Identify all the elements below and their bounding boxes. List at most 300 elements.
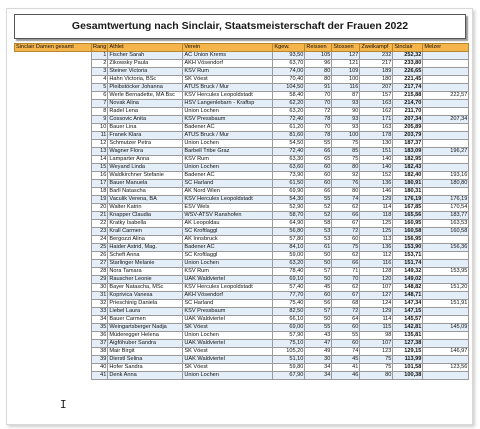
club-cell[interactable]: AC Union Krems: [183, 52, 273, 60]
total-cell[interactable]: 75: [360, 364, 393, 372]
clean-jerk-cell[interactable]: 90: [332, 108, 360, 116]
row-gutter-cell[interactable]: [15, 132, 92, 140]
snatch-cell[interactable]: 49: [305, 348, 332, 356]
clean-jerk-cell[interactable]: 68: [332, 300, 360, 308]
total-cell[interactable]: 136: [360, 180, 393, 188]
melzer-cell[interactable]: 207,34: [423, 116, 469, 124]
total-cell[interactable]: 129: [360, 196, 393, 204]
athlete-cell[interactable]: Müderegger Helena: [108, 332, 183, 340]
club-cell[interactable]: KSV Pressbaum: [183, 116, 273, 124]
rank-cell[interactable]: 16: [92, 172, 108, 180]
snatch-cell[interactable]: 34: [305, 372, 332, 380]
club-cell[interactable]: KSV Rum: [183, 268, 273, 276]
header-clean-jerk[interactable]: Stossen: [332, 44, 360, 52]
total-cell[interactable]: 118: [360, 212, 393, 220]
clean-jerk-cell[interactable]: 80: [332, 188, 360, 196]
bodyweight-cell[interactable]: 74,00: [273, 68, 305, 76]
athlete-cell[interactable]: Cossovic Anita: [108, 116, 183, 124]
row-gutter-cell[interactable]: [15, 348, 92, 356]
clean-jerk-cell[interactable]: 67: [332, 292, 360, 300]
row-gutter-cell[interactable]: [15, 100, 92, 108]
row-gutter-cell[interactable]: [15, 276, 92, 284]
sinclair-cell[interactable]: 165,56: [393, 212, 423, 220]
bodyweight-cell[interactable]: 70,40: [273, 76, 305, 84]
snatch-cell[interactable]: 50: [305, 276, 332, 284]
sinclair-cell[interactable]: 182,95: [393, 156, 423, 164]
sinclair-cell[interactable]: 226,65: [393, 68, 423, 76]
clean-jerk-cell[interactable]: 60: [332, 324, 360, 332]
sinclair-cell[interactable]: 147,34: [393, 300, 423, 308]
sinclair-cell[interactable]: 160,58: [393, 228, 423, 236]
row-gutter-cell[interactable]: [15, 260, 92, 268]
athlete-cell[interactable]: Prieschinig Daniela: [108, 300, 183, 308]
bodyweight-cell[interactable]: 75,40: [273, 300, 305, 308]
athlete-cell[interactable]: Radel Lena: [108, 108, 183, 116]
total-cell[interactable]: 146: [360, 188, 393, 196]
snatch-cell[interactable]: 70: [305, 100, 332, 108]
bodyweight-cell[interactable]: 72,40: [273, 148, 305, 156]
rank-cell[interactable]: 20: [92, 204, 108, 212]
bodyweight-cell[interactable]: 59,00: [273, 252, 305, 260]
club-cell[interactable]: KSV Pressbaum: [183, 308, 273, 316]
melzer-cell[interactable]: [423, 332, 469, 340]
row-gutter-cell[interactable]: [15, 76, 92, 84]
sinclair-cell[interactable]: 214,70: [393, 100, 423, 108]
rank-cell[interactable]: 32: [92, 300, 108, 308]
bodyweight-cell[interactable]: 84,10: [273, 244, 305, 252]
athlete-cell[interactable]: Lamparter Anna: [108, 156, 183, 164]
clean-jerk-cell[interactable]: 62: [332, 204, 360, 212]
athlete-cell[interactable]: Denk Anna: [108, 372, 183, 380]
bodyweight-cell[interactable]: 66,10: [273, 316, 305, 324]
sinclair-cell[interactable]: 180,91: [393, 180, 423, 188]
melzer-cell[interactable]: 176,19: [423, 196, 469, 204]
melzer-cell[interactable]: [423, 124, 469, 132]
rank-cell[interactable]: 37: [92, 340, 108, 348]
athlete-cell[interactable]: Aigföhuber Sandra: [108, 340, 183, 348]
header-bodyweight[interactable]: Kgew.: [273, 44, 305, 52]
club-cell[interactable]: Barbell Tribe Graz: [183, 148, 273, 156]
club-cell[interactable]: KSV Hercules Leopoldstadt: [183, 92, 273, 100]
club-cell[interactable]: SC Kroftlaggl: [183, 252, 273, 260]
total-cell[interactable]: 115: [360, 324, 393, 332]
row-gutter-cell[interactable]: [15, 364, 92, 372]
club-cell[interactable]: Badener AC: [183, 244, 273, 252]
sinclair-cell[interactable]: 160,95: [393, 220, 423, 228]
total-cell[interactable]: 125: [360, 220, 393, 228]
sinclair-cell[interactable]: 147,15: [393, 308, 423, 316]
club-cell[interactable]: AK Nord Wien: [183, 188, 273, 196]
melzer-cell[interactable]: [423, 236, 469, 244]
rank-cell[interactable]: 35: [92, 324, 108, 332]
snatch-cell[interactable]: 80: [305, 68, 332, 76]
row-gutter-cell[interactable]: [15, 116, 92, 124]
club-cell[interactable]: HSV Langenlebarn - Kraftsp: [183, 100, 273, 108]
snatch-cell[interactable]: 47: [305, 340, 332, 348]
rank-cell[interactable]: 1: [92, 52, 108, 60]
snatch-cell[interactable]: 66: [305, 148, 332, 156]
athlete-cell[interactable]: Schmutzer Petra: [108, 140, 183, 148]
clean-jerk-cell[interactable]: 66: [332, 260, 360, 268]
clean-jerk-cell[interactable]: 70: [332, 276, 360, 284]
row-gutter-cell[interactable]: [15, 252, 92, 260]
row-gutter-cell[interactable]: [15, 164, 92, 172]
total-cell[interactable]: 217: [360, 60, 393, 68]
melzer-cell[interactable]: 151,91: [423, 300, 469, 308]
club-cell[interactable]: ATUS Bruck / Mur: [183, 84, 273, 92]
clean-jerk-cell[interactable]: 93: [332, 100, 360, 108]
bodyweight-cell[interactable]: 59,80: [273, 364, 305, 372]
row-gutter-cell[interactable]: [15, 284, 92, 292]
snatch-cell[interactable]: 96: [305, 60, 332, 68]
bodyweight-cell[interactable]: 78,40: [273, 268, 305, 276]
total-cell[interactable]: 189: [360, 68, 393, 76]
bodyweight-cell[interactable]: 105,20: [273, 348, 305, 356]
total-cell[interactable]: 124: [360, 300, 393, 308]
bodyweight-cell[interactable]: 75,10: [273, 340, 305, 348]
athlete-cell[interactable]: Bauer Manuela: [108, 180, 183, 188]
sinclair-cell[interactable]: 182,43: [393, 164, 423, 172]
bodyweight-cell[interactable]: 81,60: [273, 132, 305, 140]
total-cell[interactable]: 125: [360, 228, 393, 236]
total-cell[interactable]: 114: [360, 204, 393, 212]
snatch-cell[interactable]: 52: [305, 212, 332, 220]
melzer-cell[interactable]: [423, 108, 469, 116]
bodyweight-cell[interactable]: 63,60: [273, 164, 305, 172]
sinclair-cell[interactable]: 203,79: [393, 132, 423, 140]
athlete-cell[interactable]: Hofer Sandra: [108, 364, 183, 372]
melzer-cell[interactable]: 156,36: [423, 244, 469, 252]
melzer-cell[interactable]: 180,80: [423, 180, 469, 188]
total-cell[interactable]: 120: [360, 276, 393, 284]
club-cell[interactable]: KSV Rum: [183, 156, 273, 164]
athlete-cell[interactable]: Vaculik Verena, BA: [108, 196, 183, 204]
club-cell[interactable]: Union Lochen: [183, 108, 273, 116]
header-melzer[interactable]: Melzer: [423, 44, 469, 52]
club-cell[interactable]: Union Lochen: [183, 140, 273, 148]
bodyweight-cell[interactable]: 67,90: [273, 372, 305, 380]
snatch-cell[interactable]: 50: [305, 260, 332, 268]
athlete-cell[interactable]: Kratky Isabella: [108, 220, 183, 228]
athlete-cell[interactable]: Bauer Lina: [108, 124, 183, 132]
bodyweight-cell[interactable]: 61,20: [273, 124, 305, 132]
athlete-cell[interactable]: Starlinger Melanie: [108, 260, 183, 268]
header-sinclair[interactable]: Sinclair: [393, 44, 423, 52]
melzer-cell[interactable]: 196,27: [423, 148, 469, 156]
total-cell[interactable]: 75: [360, 356, 393, 364]
athlete-cell[interactable]: Waldkirchner Stefanie: [108, 172, 183, 180]
rank-cell[interactable]: 38: [92, 348, 108, 356]
total-cell[interactable]: 163: [360, 100, 393, 108]
club-cell[interactable]: ESV Wels: [183, 204, 273, 212]
row-gutter-cell[interactable]: [15, 308, 92, 316]
header-total[interactable]: Zweikampf: [360, 44, 393, 52]
snatch-cell[interactable]: 56: [305, 300, 332, 308]
row-gutter-cell[interactable]: [15, 52, 92, 60]
melzer-cell[interactable]: 146,97: [423, 348, 469, 356]
melzer-cell[interactable]: 222,57: [423, 92, 469, 100]
clean-jerk-cell[interactable]: 64: [332, 316, 360, 324]
melzer-cell[interactable]: 153,95: [423, 268, 469, 276]
sinclair-cell[interactable]: 153,90: [393, 244, 423, 252]
club-cell[interactable]: AK Leopoldau: [183, 220, 273, 228]
total-cell[interactable]: 163: [360, 124, 393, 132]
row-gutter-cell[interactable]: [15, 148, 92, 156]
header-athlete[interactable]: Athlet: [108, 44, 183, 52]
rank-cell[interactable]: 27: [92, 260, 108, 268]
club-cell[interactable]: Union Lochen: [183, 372, 273, 380]
athlete-cell[interactable]: Scheft Anna: [108, 252, 183, 260]
melzer-cell[interactable]: [423, 156, 469, 164]
sinclair-cell[interactable]: 205,89: [393, 124, 423, 132]
rank-cell[interactable]: 28: [92, 268, 108, 276]
melzer-cell[interactable]: 160,58: [423, 228, 469, 236]
bodyweight-cell[interactable]: 69,10: [273, 276, 305, 284]
bodyweight-cell[interactable]: 104,50: [273, 84, 305, 92]
rank-cell[interactable]: 21: [92, 212, 108, 220]
sinclair-cell[interactable]: 176,19: [393, 196, 423, 204]
club-cell[interactable]: KSV Hercules Leopoldstadt: [183, 196, 273, 204]
bodyweight-cell[interactable]: 72,40: [273, 116, 305, 124]
clean-jerk-cell[interactable]: 121: [332, 60, 360, 68]
club-cell[interactable]: KSV Hercules Leopoldstadt: [183, 284, 273, 292]
club-cell[interactable]: SK Vöest: [183, 348, 273, 356]
snatch-cell[interactable]: 61: [305, 244, 332, 252]
rank-cell[interactable]: 12: [92, 140, 108, 148]
sinclair-cell[interactable]: 207,34: [393, 116, 423, 124]
header-rank[interactable]: Rang: [93, 44, 107, 50]
sinclair-cell[interactable]: 149,32: [393, 268, 423, 276]
rank-cell[interactable]: 13: [92, 148, 108, 156]
melzer-cell[interactable]: [423, 60, 469, 68]
row-gutter-cell[interactable]: [15, 220, 92, 228]
snatch-cell[interactable]: 78: [305, 116, 332, 124]
clean-jerk-cell[interactable]: 76: [332, 180, 360, 188]
athlete-cell[interactable]: Haider Astrid, Mag.: [108, 244, 183, 252]
total-cell[interactable]: 171: [360, 116, 393, 124]
snatch-cell[interactable]: 58: [305, 220, 332, 228]
bodyweight-cell[interactable]: 63,30: [273, 156, 305, 164]
club-cell[interactable]: Badener AC: [183, 172, 273, 180]
club-cell[interactable]: Union Lochen: [183, 164, 273, 172]
snatch-cell[interactable]: 53: [305, 236, 332, 244]
rank-cell[interactable]: 25: [92, 244, 108, 252]
rank-cell[interactable]: 9: [92, 116, 108, 124]
rank-cell[interactable]: 23: [92, 228, 108, 236]
melzer-cell[interactable]: 151,20: [423, 284, 469, 292]
athlete-cell[interactable]: Bergozzi Alina: [108, 236, 183, 244]
rank-cell[interactable]: 31: [92, 292, 108, 300]
clean-jerk-cell[interactable]: 75: [332, 156, 360, 164]
snatch-cell[interactable]: 45: [305, 284, 332, 292]
rank-cell[interactable]: 7: [92, 100, 108, 108]
total-cell[interactable]: 232: [360, 52, 393, 60]
total-cell[interactable]: 129: [360, 308, 393, 316]
total-cell[interactable]: 107: [360, 340, 393, 348]
row-gutter-cell[interactable]: [15, 196, 92, 204]
rank-cell[interactable]: 40: [92, 364, 108, 372]
total-cell[interactable]: 162: [360, 108, 393, 116]
melzer-cell[interactable]: [423, 52, 469, 60]
row-gutter-cell[interactable]: [15, 268, 92, 276]
melzer-cell[interactable]: [423, 372, 469, 380]
clean-jerk-cell[interactable]: 60: [332, 236, 360, 244]
sinclair-cell[interactable]: 135,81: [393, 332, 423, 340]
total-cell[interactable]: 140: [360, 164, 393, 172]
snatch-cell[interactable]: 60: [305, 292, 332, 300]
row-gutter-cell[interactable]: [15, 204, 92, 212]
melzer-cell[interactable]: [423, 164, 469, 172]
total-cell[interactable]: 136: [360, 244, 393, 252]
athlete-cell[interactable]: Steiner Victoria: [108, 68, 183, 76]
sinclair-cell[interactable]: 151,74: [393, 260, 423, 268]
club-cell[interactable]: Union Lochen: [183, 260, 273, 268]
sinclair-cell[interactable]: 180,31: [393, 188, 423, 196]
bodyweight-cell[interactable]: 62,20: [273, 100, 305, 108]
snatch-cell[interactable]: 105: [305, 52, 332, 60]
clean-jerk-cell[interactable]: 100: [332, 132, 360, 140]
total-cell[interactable]: 157: [360, 92, 393, 100]
bodyweight-cell[interactable]: 54,30: [273, 196, 305, 204]
clean-jerk-cell[interactable]: 127: [332, 52, 360, 60]
bodyweight-cell[interactable]: 63,20: [273, 108, 305, 116]
club-cell[interactable]: AKH Vösendorf: [183, 60, 273, 68]
athlete-cell[interactable]: Knapper Claudia: [108, 212, 183, 220]
athlete-cell[interactable]: Weingartsberger Nadja: [108, 324, 183, 332]
club-cell[interactable]: KSV Rum: [183, 68, 273, 76]
sinclair-cell[interactable]: 142,81: [393, 324, 423, 332]
header-snatch[interactable]: Reissen: [305, 44, 332, 52]
rank-cell[interactable]: 36: [92, 332, 108, 340]
snatch-cell[interactable]: 50: [305, 252, 332, 260]
melzer-cell[interactable]: [423, 140, 469, 148]
athlete-cell[interactable]: Walter Katrin: [108, 204, 183, 212]
snatch-cell[interactable]: 72: [305, 108, 332, 116]
clean-jerk-cell[interactable]: 109: [332, 68, 360, 76]
total-cell[interactable]: 180: [360, 76, 393, 84]
athlete-cell[interactable]: Fischer Sarah: [108, 52, 183, 60]
total-cell[interactable]: 152: [360, 172, 393, 180]
clean-jerk-cell[interactable]: 67: [332, 220, 360, 228]
total-cell[interactable]: 80: [360, 372, 393, 380]
snatch-cell[interactable]: 78: [305, 132, 332, 140]
athlete-cell[interactable]: Rauscher Leonie: [108, 276, 183, 284]
melzer-cell[interactable]: [423, 132, 469, 140]
melzer-cell[interactable]: [423, 308, 469, 316]
snatch-cell[interactable]: 60: [305, 164, 332, 172]
clean-jerk-cell[interactable]: 75: [332, 244, 360, 252]
melzer-cell[interactable]: [423, 188, 469, 196]
clean-jerk-cell[interactable]: 62: [332, 284, 360, 292]
melzer-cell[interactable]: 145,09: [423, 324, 469, 332]
rank-cell[interactable]: 34: [92, 316, 108, 324]
row-gutter-cell[interactable]: [15, 356, 92, 364]
row-gutter-cell[interactable]: [15, 140, 92, 148]
rank-cell[interactable]: 14: [92, 156, 108, 164]
row-gutter-cell[interactable]: [15, 372, 92, 380]
sinclair-cell[interactable]: 233,80: [393, 60, 423, 68]
sinclair-cell[interactable]: 211,70: [393, 108, 423, 116]
rank-cell[interactable]: 3: [92, 68, 108, 76]
club-cell[interactable]: UAK Waldviertel: [183, 340, 273, 348]
club-cell[interactable]: UAK Waldviertel: [183, 316, 273, 324]
sinclair-cell[interactable]: 101,58: [393, 364, 423, 372]
clean-jerk-cell[interactable]: 71: [332, 268, 360, 276]
sinclair-cell[interactable]: 149,02: [393, 276, 423, 284]
sinclair-cell[interactable]: 153,71: [393, 252, 423, 260]
clean-jerk-cell[interactable]: 92: [332, 172, 360, 180]
snatch-cell[interactable]: 91: [305, 84, 332, 92]
melzer-cell[interactable]: [423, 84, 469, 92]
snatch-cell[interactable]: 53: [305, 228, 332, 236]
clean-jerk-cell[interactable]: 116: [332, 84, 360, 92]
clean-jerk-cell[interactable]: 93: [332, 124, 360, 132]
row-gutter-cell[interactable]: [15, 300, 92, 308]
sinclair-cell[interactable]: 127,38: [393, 340, 423, 348]
club-cell[interactable]: Badener AC: [183, 124, 273, 132]
sinclair-cell[interactable]: 129,15: [393, 348, 423, 356]
melzer-cell[interactable]: [423, 252, 469, 260]
clean-jerk-cell[interactable]: 46: [332, 372, 360, 380]
melzer-cell[interactable]: [423, 276, 469, 284]
total-cell[interactable]: 107: [360, 284, 393, 292]
snatch-cell[interactable]: 55: [305, 324, 332, 332]
club-cell[interactable]: SK Vöest: [183, 364, 273, 372]
clean-jerk-cell[interactable]: 72: [332, 308, 360, 316]
row-gutter-cell[interactable]: [15, 180, 92, 188]
total-cell[interactable]: 112: [360, 252, 393, 260]
header-category[interactable]: Sinclair Damen gesamt: [15, 44, 92, 52]
bodyweight-cell[interactable]: 61,50: [273, 180, 305, 188]
athlete-cell[interactable]: Zikowsky Paula: [108, 60, 183, 68]
rank-cell[interactable]: 10: [92, 124, 108, 132]
rank-cell[interactable]: 18: [92, 188, 108, 196]
rank-cell[interactable]: 22: [92, 220, 108, 228]
bodyweight-cell[interactable]: 77,70: [273, 292, 305, 300]
rank-cell[interactable]: 26: [92, 252, 108, 260]
total-cell[interactable]: 178: [360, 132, 393, 140]
athlete-cell[interactable]: Weyand Linda: [108, 164, 183, 172]
athlete-cell[interactable]: Bayer Natascha, MSc: [108, 284, 183, 292]
snatch-cell[interactable]: 34: [305, 364, 332, 372]
athlete-cell[interactable]: Dierstl Selina: [108, 356, 183, 364]
row-gutter-cell[interactable]: [15, 92, 92, 100]
melzer-cell[interactable]: 193,16: [423, 172, 469, 180]
bodyweight-cell[interactable]: 69,90: [273, 188, 305, 196]
row-gutter-cell[interactable]: [15, 172, 92, 180]
melzer-cell[interactable]: [423, 76, 469, 84]
bodyweight-cell[interactable]: 58,40: [273, 92, 305, 100]
melzer-cell[interactable]: [423, 260, 469, 268]
bodyweight-cell[interactable]: 58,70: [273, 212, 305, 220]
clean-jerk-cell[interactable]: 41: [332, 364, 360, 372]
total-cell[interactable]: 113: [360, 236, 393, 244]
snatch-cell[interactable]: 50: [305, 316, 332, 324]
sinclair-cell[interactable]: 183,09: [393, 148, 423, 156]
bodyweight-cell[interactable]: 57,40: [273, 284, 305, 292]
sinclair-cell[interactable]: 145,57: [393, 316, 423, 324]
clean-jerk-cell[interactable]: 75: [332, 140, 360, 148]
total-cell[interactable]: 98: [360, 332, 393, 340]
row-gutter-cell[interactable]: [15, 244, 92, 252]
row-gutter-cell[interactable]: [15, 316, 92, 324]
club-cell[interactable]: UAK Waldviertel: [183, 276, 273, 284]
sinclair-cell[interactable]: 113,99: [393, 356, 423, 364]
row-gutter-cell[interactable]: [15, 124, 92, 132]
club-cell[interactable]: SK Vöest: [183, 76, 273, 84]
rank-cell[interactable]: 2: [92, 60, 108, 68]
sinclair-cell[interactable]: 182,40: [393, 172, 423, 180]
